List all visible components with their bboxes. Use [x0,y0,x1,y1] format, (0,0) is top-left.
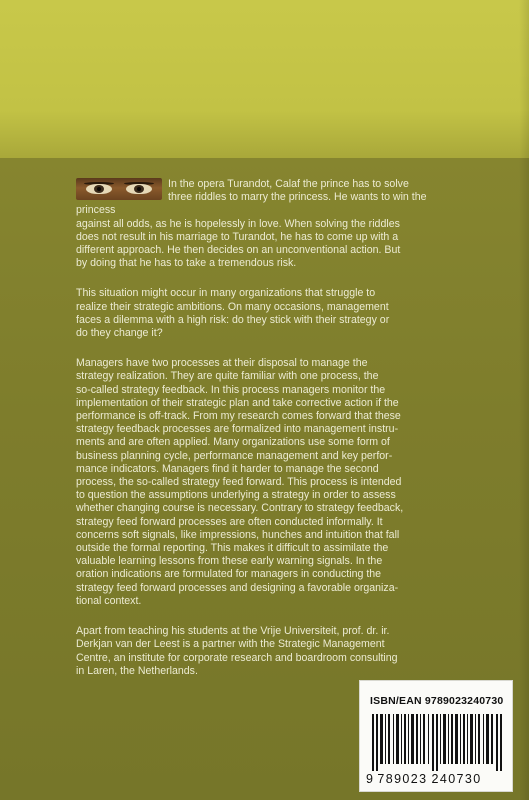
text-line: performance is off-track. From my research comes forward that these [76,410,401,423]
eye [126,184,152,194]
text-line: realize their strategic ambitions. On many occasions, management [76,300,389,313]
paragraph-dilemma [76,287,460,340]
barcode-bars [372,714,502,771]
barcode-digits [366,772,482,786]
text-line: process, the so-called strategy feed forward. This process is intended [76,476,402,489]
text-line: Centre, an institute for corporate research and boardroom consulting [76,651,398,664]
text-line: tional context. [76,594,142,607]
text-line: to question the assumptions underlying a strategy in order to assess [76,489,396,502]
text-line: does not result in his marriage to Turandot, he has to come up with a [76,230,399,243]
text-line: oration indications are formulated for managers in conducting the [76,568,382,581]
paragraph-processes [76,357,460,608]
text-line: strategy feedback processes are formalized into management instru- [76,423,399,436]
cover-top-band [0,0,529,158]
text-line: so-called strategy feedback. In this process managers monitor the [76,383,386,396]
text-line: do they change it? [76,327,163,340]
text-line: In the opera Turandot, Calaf the prince has to solve [168,178,409,190]
text-line: strategy realization. They are quite familiar with one process, the [76,370,379,383]
barcode-lead-digit: 9 [366,772,375,786]
text-line: valuable learning lessons from these early warning signals. In the [76,555,383,568]
text-line: concerns soft signals, like impressions, hunches and intuition that fall [76,528,400,541]
text-line: implementation of their strategic plan and take corrective action if the [76,396,399,409]
text-line: This situation might occur in many organizations that struggle to [76,287,376,300]
eye [86,184,112,194]
text-line: against all odds, as he is hopelessly in love. When solving the riddles [76,217,400,230]
isbn-label: ISBN/EAN 9789023240730 [370,695,504,707]
text-line: Derkjan van der Leest is a partner with the Strategic Management [76,638,385,651]
eyes-photo [76,178,162,200]
barcode-group-2: 240730 [431,772,482,786]
text-line: outside the formal reporting. This makes it difficult to assimilate the [76,542,389,555]
text-line: whether changing course is necessary. Contrary to strategy feedback, [76,502,404,515]
back-cover-text [76,178,460,695]
text-line: three riddles to marry the princess. He wants to win the princess [76,191,427,217]
paragraph-author-bio [76,625,460,678]
text-line: in Laren, the Netherlands. [76,664,198,677]
text-line: business planning cycle, performance management and key perfor- [76,449,393,462]
isbn-barcode-sticker [359,680,513,792]
text-line: Managers have two processes at their disposal to manage the [76,357,368,370]
text-line: strategy feed forward processes are often conducted informally. It [76,515,383,528]
text-line: by doing that he has to take a tremendous risk. [76,257,297,270]
text-line: different approach. He then decides on an unconventional action. But [76,244,401,257]
text-line: faces a dilemma with a high risk: do they stick with their strategy or [76,313,390,326]
text-line: mance indicators. Managers find it harder to manage the second [76,462,379,475]
text-line: Apart from teaching his students at the Vrije Universiteit, prof. dr. ir. [76,625,390,638]
barcode-group-1: 789023 [377,772,428,786]
text-line: ments and are often applied. Many organizations use some form of [76,436,390,449]
page-edge-shadow [519,0,529,800]
text-line: strategy feed forward processes and designing a favorable organiza- [76,581,399,594]
